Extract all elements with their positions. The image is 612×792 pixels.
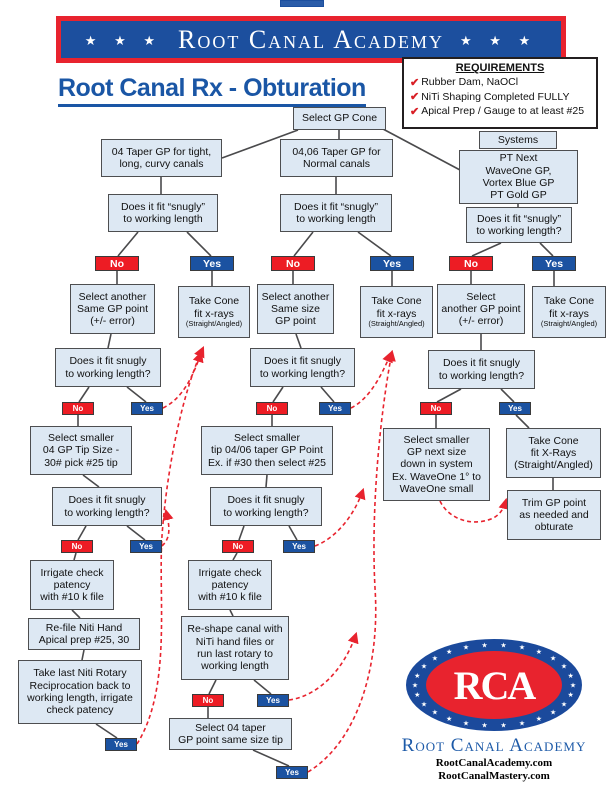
requirement-text: Rubber Dam, NaOCl [421, 76, 519, 89]
node-take-last-rotary: Take last Niti Rotary Reciprocation back to working length, irrigate check patency [18, 660, 142, 724]
node-select-smaller-left: Select smaller 04 GP Tip Size - 30# pick #25 tip [30, 426, 132, 475]
badge-yes-1-right: Yes [532, 256, 576, 271]
node-refile-niti: Re-file Niti Hand Apical prep #25, 30 [28, 618, 140, 650]
svg-text:★: ★ [414, 692, 421, 700]
badge-yes-1-left: Yes [190, 256, 234, 271]
svg-text:★: ★ [500, 722, 507, 730]
svg-text:★: ★ [535, 715, 543, 723]
banner-stars-right-icon: ★ ★ ★ [460, 32, 538, 48]
rca-logo-icon [404, 638, 584, 733]
badge-yes-4-left: Yes [105, 738, 137, 751]
badge-no-1-mid: No [271, 256, 315, 271]
node-take-cone-xrays-right: Take Cone fit X-Rays (Straight/Angled) [506, 428, 601, 478]
badge-no-2-right: No [420, 402, 452, 415]
rca-initials: RCA [453, 663, 535, 708]
check-icon: ✔ [410, 91, 420, 104]
badge-yes-3-left: Yes [130, 540, 162, 553]
svg-text:★: ★ [560, 663, 568, 671]
svg-text:★: ★ [567, 692, 574, 700]
svg-text:★: ★ [414, 672, 421, 680]
node-select-another-right: Select another GP point (+/- error) [437, 284, 525, 334]
node-select-smaller-mid: Select smaller tip 04/06 taper GP Point Ex. if #30 then select #25 [201, 426, 333, 475]
check-icon: ✔ [410, 105, 420, 118]
svg-text:★: ★ [560, 701, 568, 709]
svg-text:★: ★ [518, 644, 526, 652]
svg-text:★: ★ [481, 722, 488, 730]
badge-no-1-left: No [95, 256, 139, 271]
badge-yes-5-mid: Yes [276, 766, 308, 779]
node-irrigate-left: Irrigate check patency with #10 k file [30, 560, 114, 610]
svg-text:★: ★ [567, 672, 574, 680]
node-systems-label: Systems [479, 131, 557, 149]
requirement-text: NiTi Shaping Completed FULLY [421, 90, 570, 103]
node-take-cone-right: Take Cone fit x-rays (Straight/Angled) [532, 286, 606, 338]
svg-text:★: ★ [535, 649, 543, 657]
node-branch-0406-taper: 04,06 Taper GP for Normal canals [280, 139, 393, 177]
node-fit-check-3-left: Does it fit snugly to working length? [52, 487, 162, 526]
rca-logo-block [394, 638, 594, 783]
svg-text:★: ★ [549, 709, 557, 717]
badge-yes-2-mid: Yes [319, 402, 351, 415]
svg-text:★: ★ [445, 715, 453, 723]
badge-yes-3-mid: Yes [283, 540, 315, 553]
rca-wordmark: Root Canal Academy [401, 735, 587, 756]
node-reshape-canal: Re-shape canal with NiTi hand files or run last rotary to working length [181, 616, 289, 680]
node-take-cone-mid: Take Cone fit x-rays (Straight/Angled) [360, 286, 433, 338]
node-fit-check-1-right: Does it fit “snugly” to working length? [466, 207, 572, 243]
banner-title: Root Canal Academy [177, 24, 444, 54]
svg-text:★: ★ [420, 701, 428, 709]
badge-no-1-right: No [449, 256, 493, 271]
svg-text:★: ★ [431, 709, 439, 717]
node-select-04-taper: Select 04 taper GP point same size tip [169, 718, 292, 750]
svg-text:★: ★ [411, 682, 419, 690]
node-select-smaller-right: Select smaller GP next size down in system Ex. WaveOne 1° to WaveOne small [383, 428, 490, 501]
svg-text:★: ★ [462, 720, 470, 728]
badge-no-2-mid: No [256, 402, 288, 415]
node-select-another-mid: Select another Same size GP point [257, 284, 334, 334]
svg-text:★: ★ [445, 649, 453, 657]
badge-yes-2-left: Yes [131, 402, 163, 415]
svg-text:★: ★ [481, 642, 488, 650]
svg-text:★: ★ [569, 682, 577, 690]
rca-url-2: RootCanalMastery.com [438, 770, 550, 783]
node-fit-check-2-left: Does it fit snugly to working length? [55, 348, 161, 387]
node-fit-check-2-right: Does it fit snugly to working length? [428, 350, 535, 389]
svg-text:★: ★ [518, 720, 526, 728]
node-fit-check-1-mid: Does it fit “snugly” to working length [280, 194, 392, 232]
node-irrigate-mid: Irrigate check patency with #10 k file [188, 560, 272, 610]
banner-stars-left-icon: ★ ★ ★ [84, 32, 162, 48]
badge-no-3-mid: No [222, 540, 254, 553]
node-fit-check-2-mid: Does it fit snugly to working length? [250, 348, 355, 387]
check-icon: ✔ [410, 77, 420, 89]
svg-text:★: ★ [431, 655, 439, 663]
requirements-title: REQUIREMENTS [455, 62, 545, 74]
svg-text:★: ★ [549, 655, 557, 663]
badge-no-3-left: No [61, 540, 93, 553]
requirement-text: Apical Prep / Gauge to at least #25 [421, 104, 585, 117]
node-systems-list: PT Next WaveOne GP, Vortex Blue GP PT Gold GP [459, 150, 578, 204]
badge-yes-4-mid: Yes [257, 694, 289, 707]
node-branch-04-taper: 04 Taper GP for tight, long, curvy canals [101, 139, 222, 177]
node-fit-check-3-mid: Does it fit snugly to working length? [210, 487, 322, 526]
svg-text:★: ★ [500, 642, 507, 650]
svg-text:★: ★ [462, 644, 470, 652]
page-title: Root Canal Rx - Obturation [58, 74, 366, 107]
node-select-another-left: Select another Same GP point (+/- error) [70, 284, 155, 334]
node-fit-check-1-left: Does it fit “snugly” to working length [108, 194, 218, 232]
rca-url-1: RootCanalAcademy.com [435, 757, 553, 769]
badge-no-4-mid: No [192, 694, 224, 707]
node-take-cone-left: Take Cone fit x-rays (Straight/Angled) [178, 286, 250, 338]
badge-yes-2-right: Yes [499, 402, 531, 415]
node-trim-gp-point: Trim GP point as needed and obturate [507, 490, 601, 540]
badge-no-2-left: No [62, 402, 94, 415]
node-select-gp-cone: Select GP Cone [293, 107, 386, 130]
svg-text:★: ★ [420, 663, 428, 671]
badge-yes-1-mid: Yes [370, 256, 414, 271]
